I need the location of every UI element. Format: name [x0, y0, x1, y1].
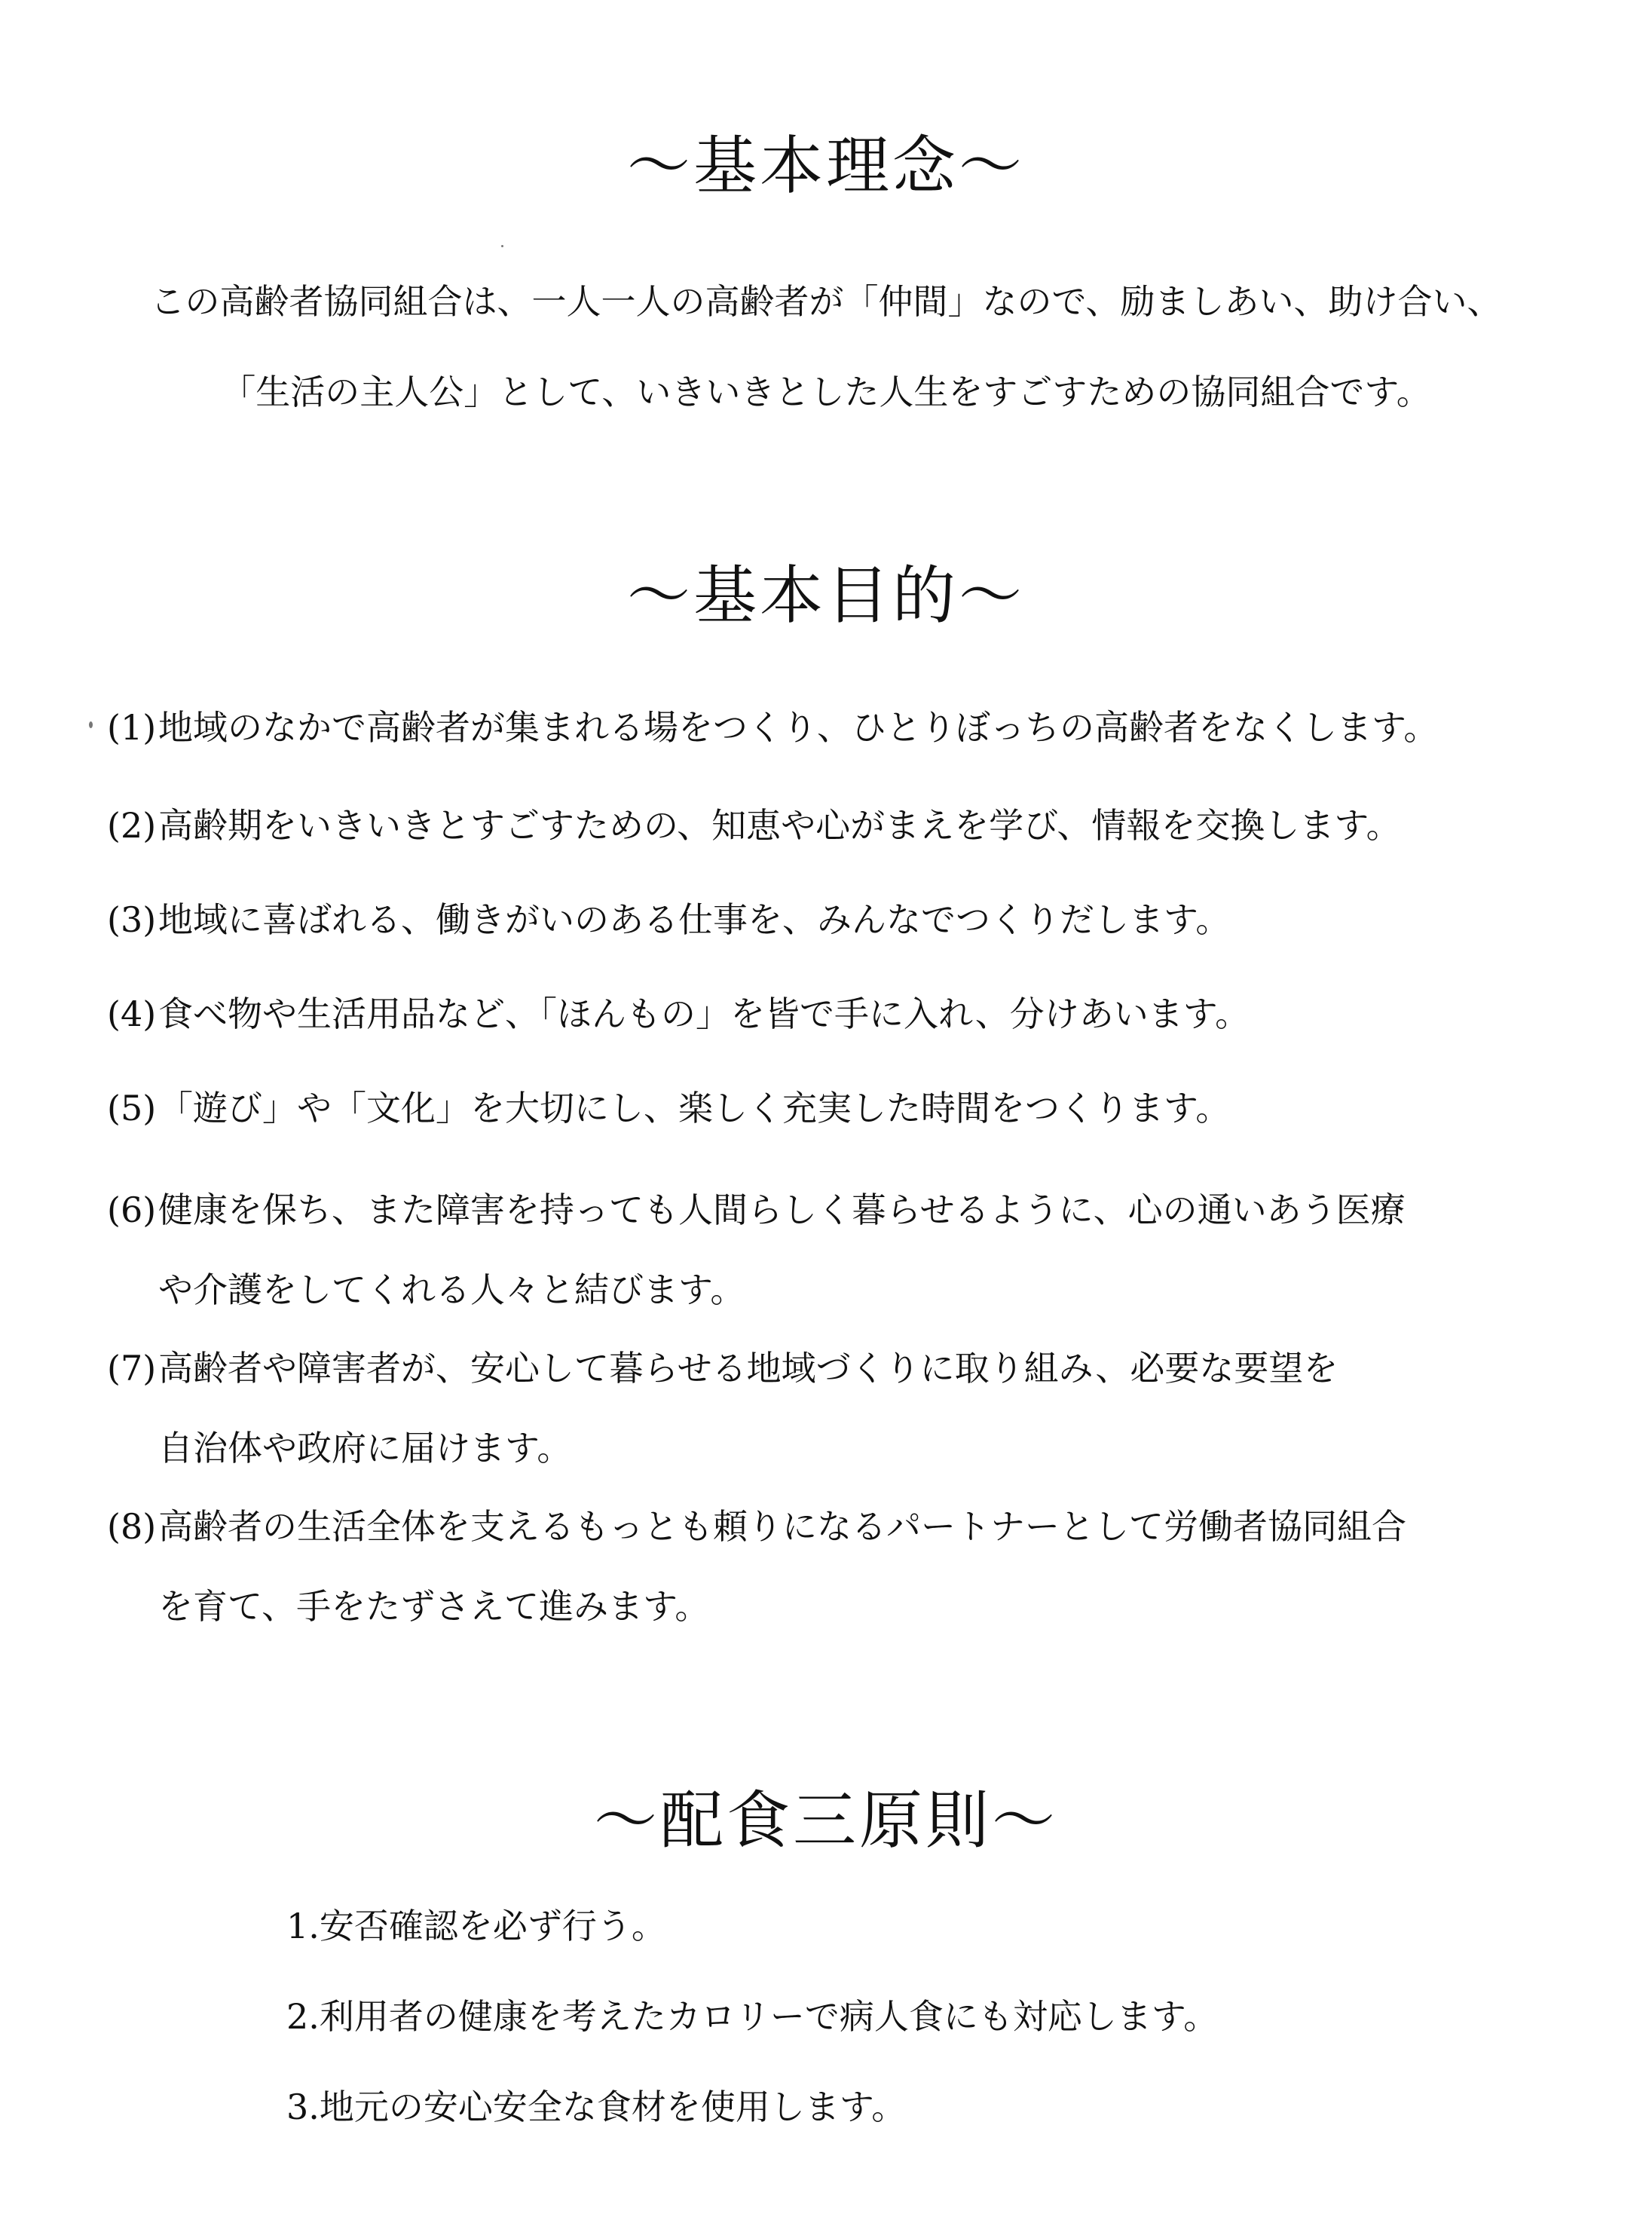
purpose-item-2: [107, 803, 1539, 848]
purpose-item-continuation: を育て、手をたずさえて進みます。: [158, 1586, 710, 1627]
meal-principle-3: 3.地元の安心安全な食材を使用します。: [286, 2087, 907, 2127]
purpose-item-6: [107, 1187, 1539, 1312]
meal-principle-1: 1.安否確認を必ず行う。: [286, 1906, 666, 1946]
purpose-item-text: 健康を保ち、また障害を持っても人間らしく暮らせるように、心の通いあう医療: [158, 1190, 1406, 1230]
purpose-item-number: (2): [107, 805, 157, 846]
purpose-item-text: 高齢期をいきいきとすごすための、知恵や心がまえを学び、情報を交換します。: [158, 805, 1401, 846]
purpose-item-number: (3): [107, 899, 157, 940]
purpose-item-text: 高齢者や障害者が、安心して暮らせる地域づくりに取り組み、必要な要望を: [158, 1348, 1338, 1389]
purpose-item-3: [107, 897, 1539, 942]
purpose-item-continuation: や介護をしてくれる人々と結びます。: [158, 1269, 745, 1310]
purpose-item-text: 「遊び」や「文化」を大切にし、楽しく充実した時間をつくります。: [158, 1088, 1231, 1128]
purpose-item-7: [107, 1346, 1539, 1471]
purpose-item-text: 地域に喜ばれる、働きがいのある仕事を、みんなでつくりだします。: [158, 899, 1231, 940]
philosophy-line-1: この高齢者協同組合は、一人一人の高齢者が「仲間」なので、励ましあい、助け合い、: [150, 281, 1502, 322]
purpose-item-1: [107, 705, 1539, 750]
purpose-item-8: [107, 1504, 1539, 1629]
purpose-item-text: 食べ物や生活用品など、「ほんもの」を皆で手に入れ、分けあいます。: [158, 994, 1250, 1034]
purpose-item-text: 高齢者の生活全体を支えるもっとも頼りになるパートナーとして労働者協同組合: [158, 1506, 1406, 1547]
purpose-heading: ～基本目的～: [626, 559, 1025, 632]
purpose-item-number: (5): [107, 1088, 157, 1128]
philosophy-line-2: 「生活の主人公」として、いきいきとした人生をすごすための協同組合です。: [221, 372, 1431, 412]
purpose-item-number: (8): [107, 1506, 157, 1547]
purpose-item-number: (7): [107, 1348, 157, 1389]
purpose-item-5: [107, 1086, 1539, 1131]
purpose-item-text: 地域のなかで高齢者が集まれる場をつくり、ひとりぼっちの高齢者をなくします。: [158, 707, 1439, 748]
purpose-item-continuation: 自治体や政府に届けます。: [158, 1428, 572, 1468]
purpose-item-4: [107, 991, 1539, 1037]
purpose-item-number: (1): [107, 707, 157, 748]
meal-principles-heading: ～配食三原則～: [593, 1784, 1058, 1857]
philosophy-heading: ～基本理念～: [626, 129, 1025, 203]
scan-speck: [501, 245, 503, 247]
scan-speck: [89, 721, 93, 728]
purpose-item-number: (6): [107, 1190, 157, 1230]
meal-principle-2: 2.利用者の健康を考えたカロリーで病人食にも対応します。: [286, 1996, 1219, 2037]
purpose-item-number: (4): [107, 994, 157, 1034]
